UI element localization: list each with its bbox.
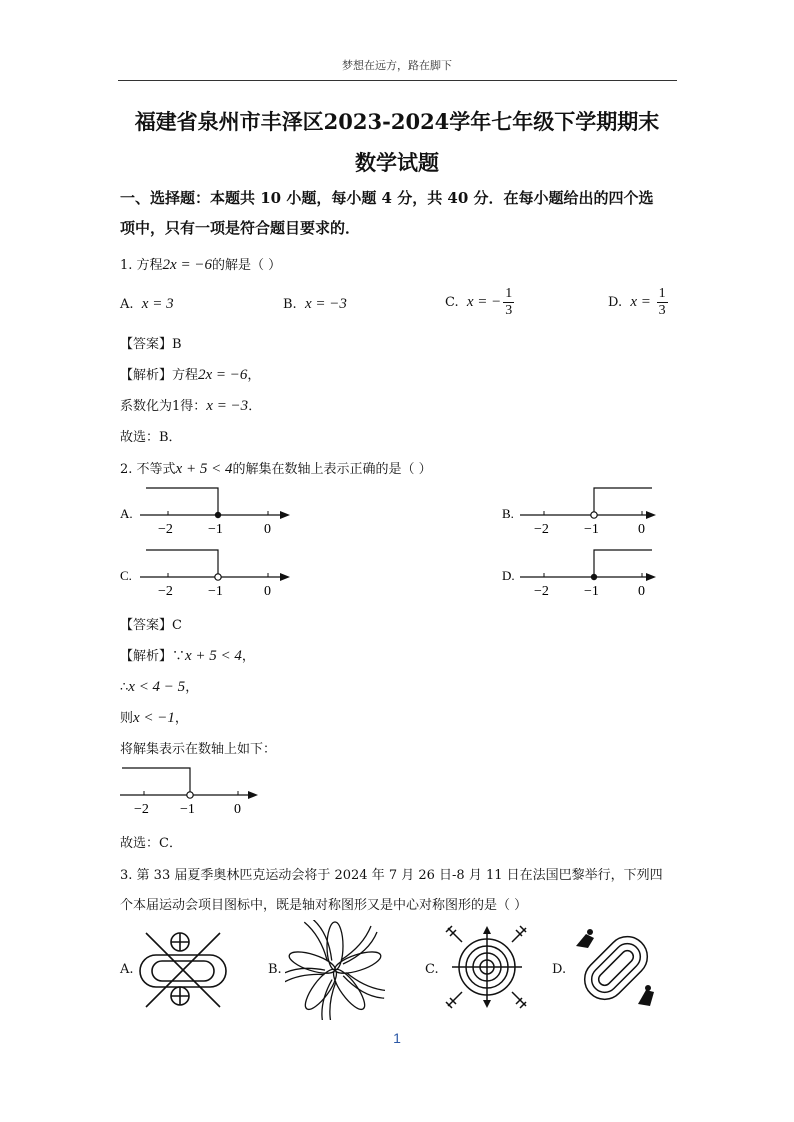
header-divider [118,80,677,81]
q1-answer: 【答案】B [120,337,182,352]
title-line-2: 数学试题 [355,150,439,175]
archery-target-icon [442,922,532,1012]
section-heading-line-2: 项中，只有一项是符合题目要求的． [120,219,361,237]
basketball-icon [138,925,228,1015]
question-2-stem: 2. 不等式x + 5 < 4的解集在数轴上表示正确的是（ ） [120,461,432,477]
q2-option-c-number-line [118,542,308,600]
svg-text:D.: D. [502,568,515,583]
svg-text:0: 0 [638,522,645,537]
q3-option-d-label: D. [552,962,567,977]
q1-option-d: D. x = $\frac{1}{3}$ [608,286,666,318]
page-header: 梦想在远方，路在脚下 [342,59,452,72]
q2-analysis-2: ∴x < 4 − 5， [120,679,199,695]
q1-step-1: 系数化为1得：x = −3． [120,398,262,414]
q2-conclusion: 故选：C． [120,836,182,851]
title-line-1: 福建省泉州市丰泽区2023-2024学年七年级下学期期末 [134,109,660,134]
page-number: 1 [393,1030,401,1046]
svg-text:0: 0 [234,802,241,817]
q1-option-c: C. x = − $\frac{1}{3}$ [445,286,513,318]
svg-text:−1: −1 [584,522,599,537]
svg-text:C.: C. [120,568,132,583]
q2-solution-number-line [118,760,278,818]
svg-text:−2: −2 [158,584,173,599]
q2-option-a-number-line [118,480,308,538]
q3-option-c-label: C. [425,962,439,977]
q2-analysis-1: 【解析】∵x + 5 < 4， [120,648,255,664]
svg-text:−2: −2 [158,522,173,537]
pinwheel-icon [285,920,385,1020]
svg-text:0: 0 [264,522,271,537]
svg-text:−2: −2 [534,584,549,599]
svg-text:−2: −2 [534,522,549,537]
q2-option-b-number-line [500,480,670,538]
svg-text:−2: −2 [134,802,149,817]
question-1-stem: 1. 方程2x = −6的解是（ ） [120,257,282,273]
q3-option-a-label: A. [120,962,134,977]
question-2-inequality: x + 5 < 4 [175,461,233,477]
question-3-line-2: 个本届运动会项目图标中，既是轴对称图形又是中心对称图形的是（ ） [120,898,528,913]
question-3-line-1: 3. 第 33 届夏季奥林匹克运动会将于 2024 年 7 月 26 日-8 月 11 日在法国巴黎举行，下列四 [120,868,663,883]
q3-option-b-label: B. [268,962,282,977]
svg-text:−1: −1 [208,522,223,537]
svg-text:0: 0 [638,584,645,599]
svg-text:B.: B. [502,506,514,521]
q2-option-d-number-line [500,542,670,600]
q1-option-a: A. x = 3 [120,296,174,312]
q2-answer: 【答案】C [120,618,182,633]
section-heading-line-1: 一、选择题：本题共 10 小题，每小题 4 分，共 40 分．在每小题给出的四个选 [120,189,654,207]
svg-text:A.: A. [120,506,133,521]
svg-text:−1: −1 [584,584,599,599]
q1-analysis: 【解析】方程2x = −6， [120,367,261,383]
svg-text:−1: −1 [208,584,223,599]
q1-conclusion: 故选：B． [120,430,182,445]
q2-analysis-4: 将解集表示在数轴上如下： [120,742,277,757]
svg-text:0: 0 [264,584,271,599]
svg-text:−1: −1 [180,802,195,817]
q2-analysis-3: 则x < −1， [120,710,188,726]
question-1-equation: 2x = −6 [162,257,212,273]
q1-option-b: B. x = −3 [283,296,347,312]
running-track-icon [568,920,663,1015]
